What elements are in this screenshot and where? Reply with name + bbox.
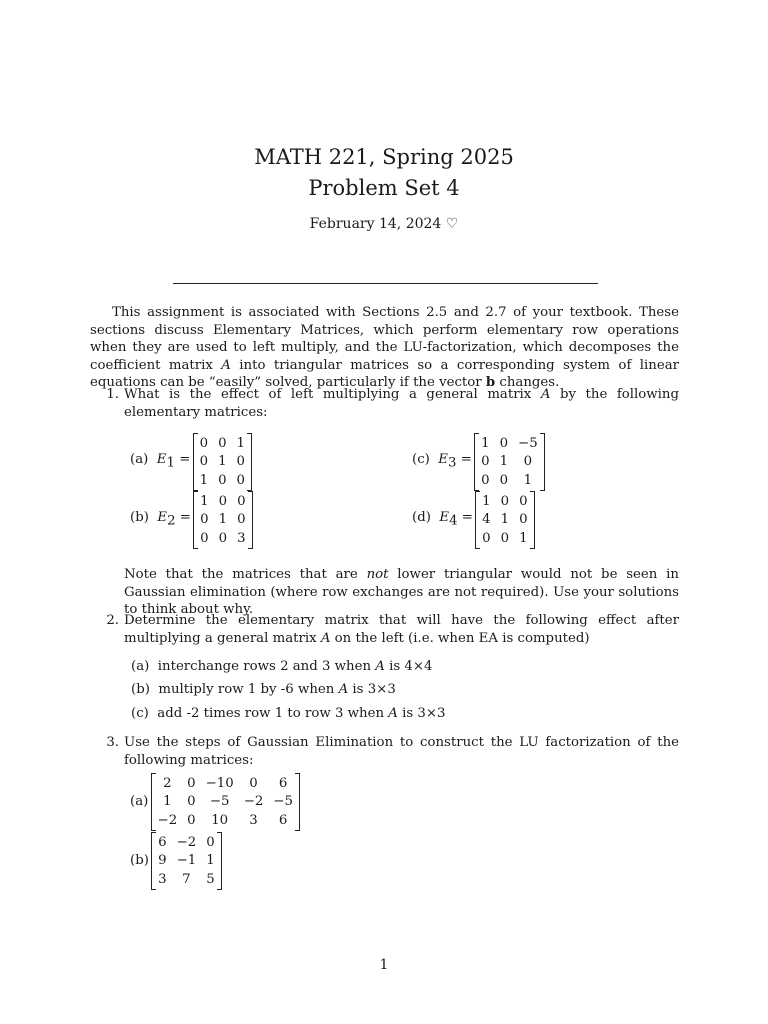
problem-set-title: Problem Set 4 (308, 176, 460, 200)
problem-1-number: 1. (106, 387, 119, 402)
matrix-3a: (a) 2 0 −10 0 6 1 0 −5 −2 −5 −2 0 10 3 6 (130, 774, 298, 830)
matrix-e3: (c) $E_3$ = 1 0 −5 0 1 0 0 0 1 (412, 434, 543, 490)
page-number: 1 (379, 957, 389, 973)
problem-2c: (c) add -2 times row 1 to row 3 when A is 3×3 (131, 706, 446, 721)
date-line: February 14, 2024 ♡ (309, 216, 459, 232)
problem-2-number: 2. (106, 613, 119, 628)
matrix-e2: (b) $E_2$ = 1 0 0 0 1 0 0 0 3 (130, 492, 251, 548)
problem-2b: (b) multiply row 1 by -6 when A is 3×3 (131, 682, 396, 697)
problem-1-note: Note that the matrices that are not lower triangular would not be seen in Gaussian elimination (where row exchanges are not required). Use your solutions to think about why. (124, 567, 679, 617)
matrix-e4: (d) $E_4$ = 1 0 0 4 1 0 0 0 1 (412, 492, 533, 548)
problem-3-text: Use the steps of Gaussian Elimination to construct the LU factorization of the following matrices: (124, 735, 679, 768)
problem-2a: (a) interchange rows 2 and 3 when A is 4×4 (131, 659, 433, 674)
matrix-3b: (b) 6 −2 0 9 −1 1 3 7 5 (130, 833, 220, 889)
matrix-e1: (a) $E_1$ = 0 0 1 0 1 0 1 0 0 (130, 434, 250, 490)
problem-1-text: What is the effect of left multiplying a general matrix A by the following elementary matrices: (124, 387, 679, 420)
problem-3-number: 3. (106, 735, 119, 750)
course-title: MATH 221, Spring 2025 (254, 145, 514, 169)
intro-paragraph: This assignment is associated with Sections 2.5 and 2.7 of your textbook. These sections discuss Elementary Matrices, which perform elementary row operations when they are used to left multiply, and the LU-factorization, which decomposes the coefficient matrix A into triangular matrices so a corresponding system of linear equations can be “easily” solved, particularly if the vector b changes. (90, 305, 679, 390)
problem-2-text: Determine the elementary matrix that will have the following effect after multiplying a general matrix A on the left (i.e. when EA is computed) (124, 613, 679, 646)
title-rule (173, 283, 598, 284)
